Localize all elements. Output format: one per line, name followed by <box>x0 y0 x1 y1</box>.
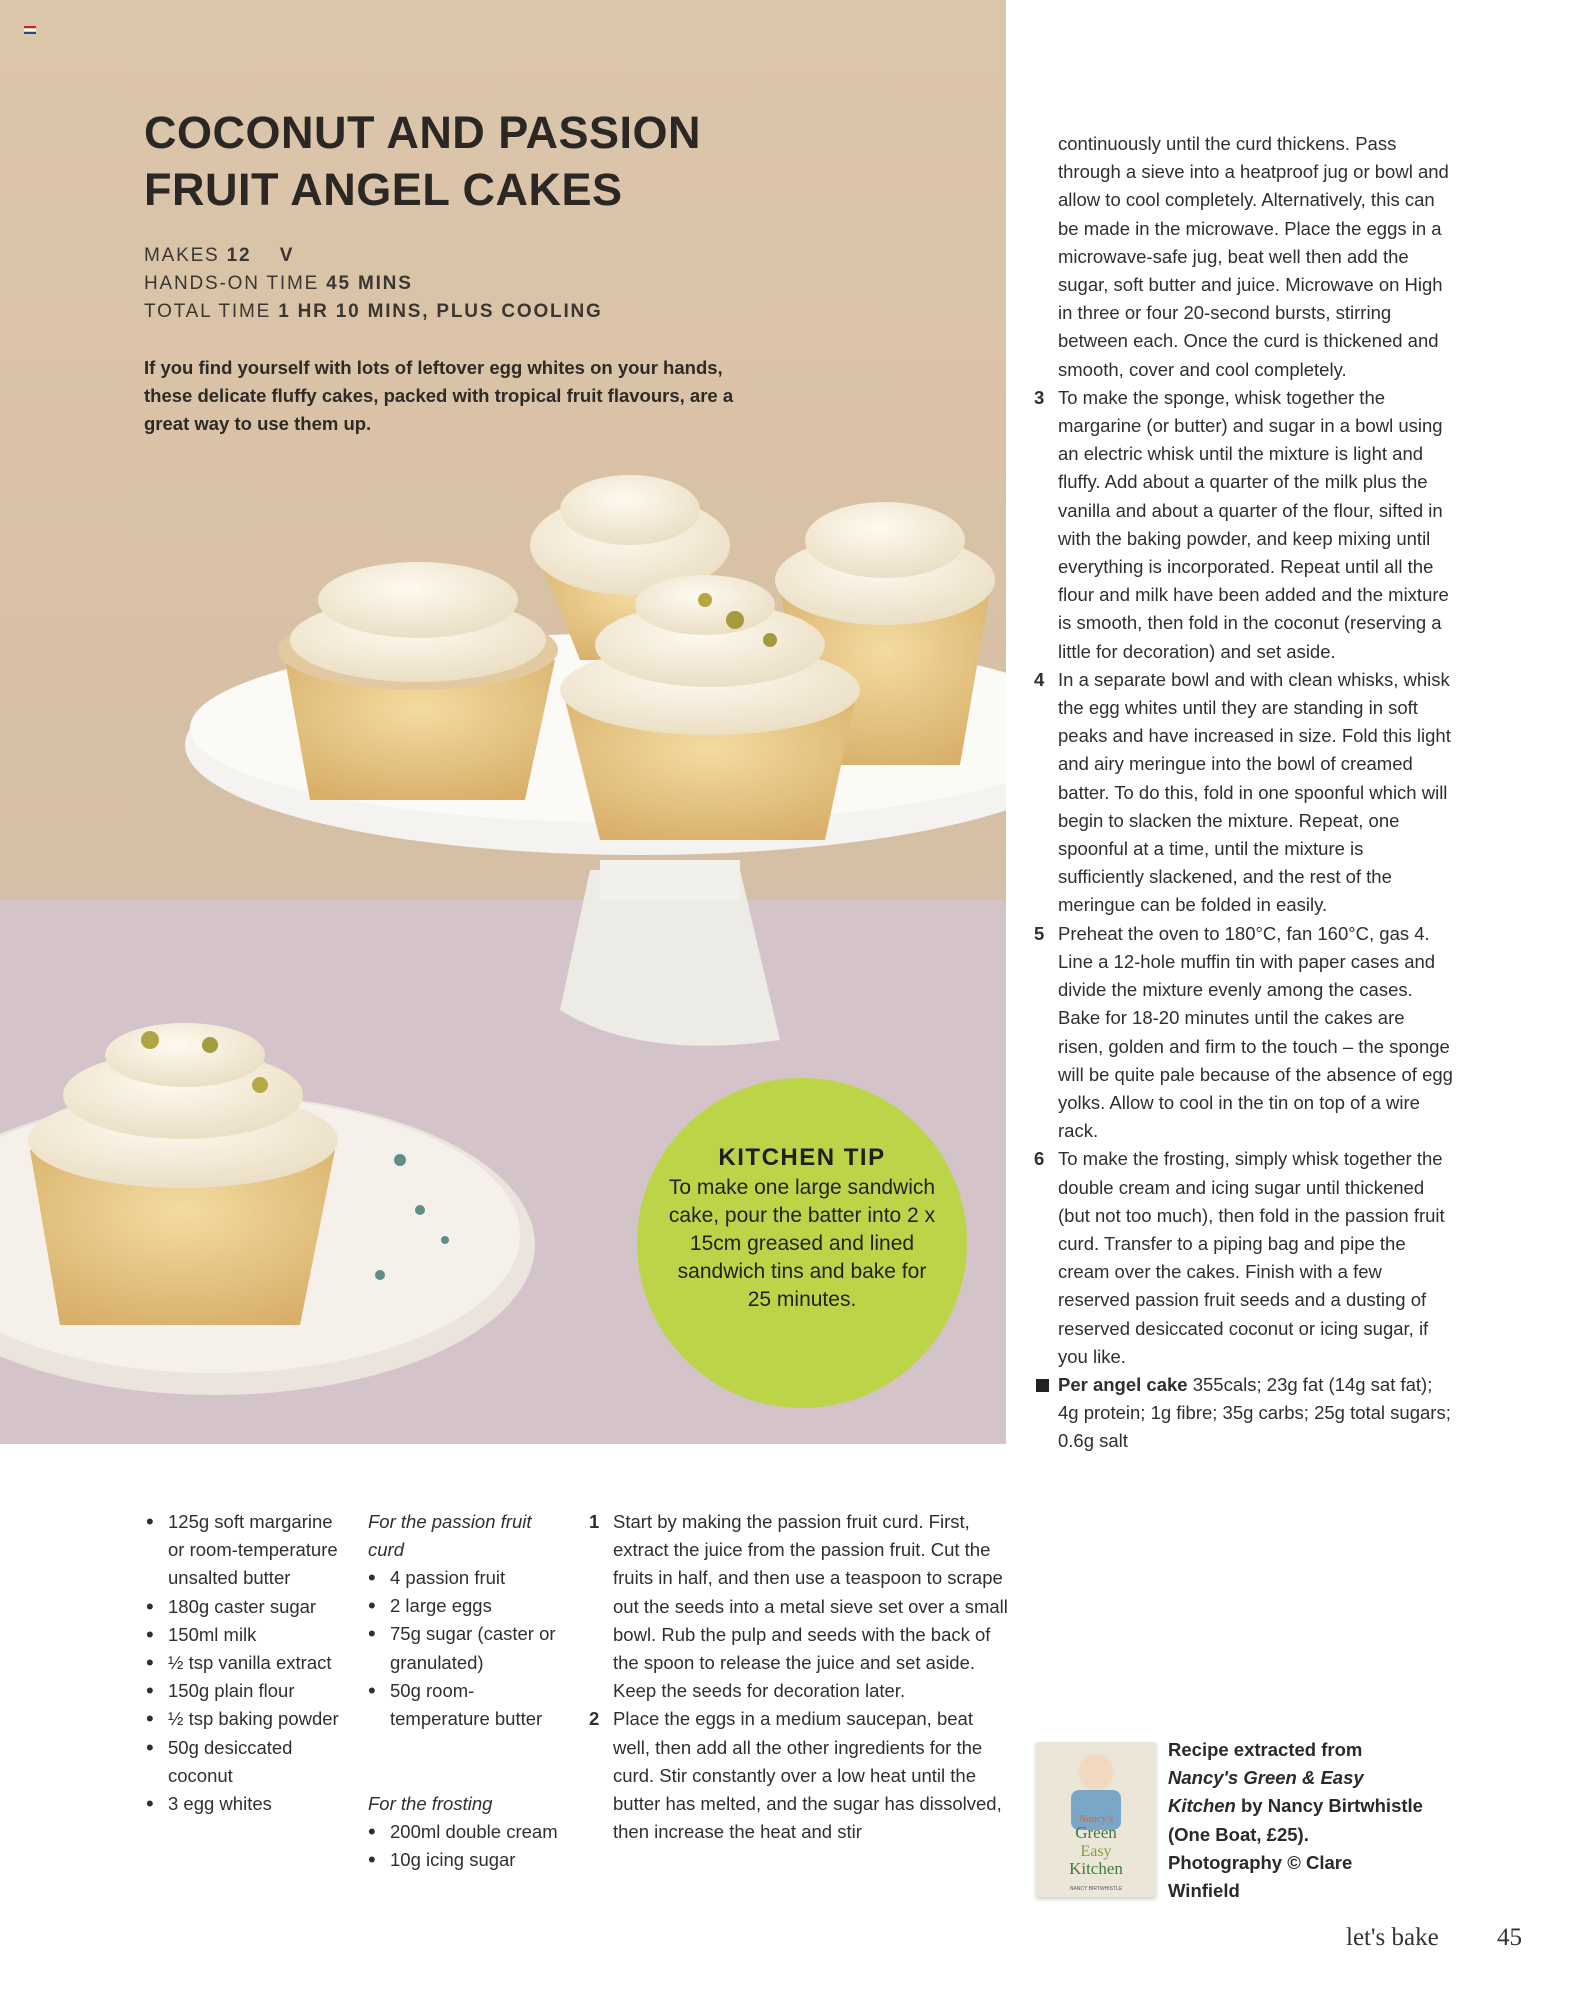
step-text: To make the sponge, whisk together the margarine (or butter) and sugar in a bowl using an electric whisk until the mixture is light and fluffy. Add about a quarter of the milk plus the vanilla and about a quarter of the flour, sifted in with the baking powder, and keep mixing until everything is incorporated. Repeat until all the flour and milk have been added and the mixture is smooth, then fold in the coconut (reserving a little for decoration) and set aside. <box>1058 386 1449 662</box>
ingredient-item: • ½ tsp vanilla extract <box>146 1649 346 1677</box>
method-steps-list <box>1034 384 1454 1371</box>
total-time-label: TOTAL TIME <box>144 301 272 322</box>
step-text: Start by making the passion fruit curd. First, extract the juice from the passion fruit. Cut the fruits in half, and then use a teaspoon to scrape out the seeds into a metal sieve set over a small bowl. Rub the pulp and seeds with the back of the spoon to release the juice and set aside. Keep the seeds for decoration later. <box>613 1511 1008 1702</box>
book-cover-line3: Easy <box>1080 1843 1112 1860</box>
step-text: To make the frosting, simply whisk together the double cream and icing sugar until thickened (but not too much), then fold in the passion fruit curd. Transfer to a piping bag and pipe the cream over the cakes. Finish with a few reserved passion fruit seeds and a dusting of reserved desiccated coconut or icing sugar, if you like. <box>1058 1148 1445 1367</box>
method-step-6 <box>1034 1145 1454 1371</box>
book-cover-line2: Green <box>1075 1823 1117 1842</box>
method-steps-part1 <box>589 1508 1009 1846</box>
curd-ingredients-list <box>368 1564 568 1733</box>
step-number: 4 <box>1034 668 1045 690</box>
ingredient-item: • 50g desiccated coconut <box>146 1734 346 1790</box>
curd-subheading: For the passion fruit curd <box>368 1511 532 1561</box>
title-line-2: FRUIT ANGEL CAKES <box>144 164 623 215</box>
method-steps-part2 <box>1034 130 1454 1456</box>
makes-value: 12 <box>226 245 252 266</box>
recipe-meta <box>144 242 603 326</box>
ingredient-item: • 125g soft margarine or room-temperature unsalted butter <box>146 1508 346 1593</box>
ingredient-item: • 150ml milk <box>146 1621 346 1649</box>
ingredient-item: • 75g sugar (caster or granulated) <box>368 1620 568 1676</box>
makes-label: MAKES <box>144 245 220 266</box>
hands-on-label: HANDS-ON TIME <box>144 273 320 294</box>
method-step-1 <box>589 1508 1009 1705</box>
footer-section-name: let's bake <box>1346 1924 1439 1951</box>
makes-row <box>144 242 603 270</box>
vegetarian-badge: V <box>279 245 295 266</box>
total-time-row <box>144 298 603 326</box>
ingredient-item: • 50g room-temperature butter <box>368 1677 568 1733</box>
frosting-subheading: For the frosting <box>368 1793 493 1814</box>
recipe-title <box>144 104 764 218</box>
book-cover-image <box>1036 1742 1156 1897</box>
page-number: 45 <box>1497 1924 1522 1951</box>
ingredient-item: • 4 passion fruit <box>368 1564 568 1592</box>
step-number: 1 <box>589 1511 600 1532</box>
nutrition-info <box>1034 1371 1454 1456</box>
nutrition-label: Per angel cake <box>1058 1373 1188 1395</box>
ingredient-item: • 2 large eggs <box>368 1592 568 1620</box>
credit-prefix: Recipe extracted from <box>1168 1739 1363 1760</box>
recipe-intro: If you find yourself with lots of leftover egg whites on your hands, these delicate fluffy cakes, packed with tropical fruit flavours, are a great way to use them up. <box>144 357 734 434</box>
ingredient-item: • 180g caster sugar <box>146 1593 346 1621</box>
hands-on-value: 45 MINS <box>326 273 413 294</box>
book-cover-line4: Kitchen <box>1069 1859 1123 1878</box>
recipe-credit <box>1168 1736 1428 1905</box>
cupcake-left <box>278 562 558 800</box>
ingredient-item: • 200ml double cream <box>368 1818 568 1846</box>
ingredient-item: • 10g icing sugar <box>368 1846 568 1874</box>
frosting-ingredients-list <box>368 1818 568 1874</box>
ingredient-item: • 3 egg whites <box>146 1790 346 1818</box>
title-line-1: COCONUT AND PASSION <box>144 107 702 158</box>
step-text: Preheat the oven to 180°C, fan 160°C, gas 4. Line a 12-hole muffin tin with paper cases and divide the mixture evenly among the cases. Bake for 18-20 minutes until the cakes are risen, golden and firm to the touch – the sponge will be quite pale because of the absence of egg yolks. Allow to cool in the tin on top of a wire rack. <box>1058 922 1453 1142</box>
method-step-3 <box>1034 384 1454 666</box>
step-text: In a separate bowl and with clean whisks, whisk the egg whites until they are standing in soft peaks and have increased in size. Fold this light and airy meringue into the bowl of creamed batter. To do this, fold in one spoonful which will begin to slacken the mixture. Repeat, one spoonful at a time, until the mixture is sufficiently slackened, and the rest of the meringue can be folded in easily. <box>1058 668 1451 916</box>
method-step-2 <box>589 1705 1009 1846</box>
step-number: 5 <box>1034 922 1045 944</box>
kitchen-tip-badge <box>637 1078 967 1408</box>
book-cover-line1: Nancy's <box>1078 1813 1114 1825</box>
ingredient-item: • 150g plain flour <box>146 1677 346 1705</box>
kitchen-tip-heading: KITCHEN TIP <box>718 1144 886 1171</box>
hands-on-row <box>144 270 603 298</box>
method-step-5 <box>1034 920 1454 1146</box>
nutrition-values: 355cals; 23g fat (14g sat fat); 4g protein; 1g fibre; 35g carbs; 25g total sugars; 0.6g salt <box>1058 1373 1451 1452</box>
language-flag-icon <box>24 26 36 34</box>
square-bullet-icon <box>1036 1379 1049 1392</box>
book-cover-illustration <box>1036 1742 1156 1897</box>
ingredients-main-list <box>146 1508 346 1818</box>
ingredient-item: • ½ tsp baking powder <box>146 1705 346 1733</box>
step-text: Place the eggs in a medium saucepan, beat well, then add all the other ingredients for the curd. Stir constantly over a low heat until the butter has melted, and the sugar has dissolved, then increase the heat and stir <box>613 1708 1002 1843</box>
kitchen-tip-body: To make one large sandwich cake, pour the batter into 2 x 15cm greased and lined sandwich tins and bake for 25 minutes. <box>668 1176 936 1311</box>
step-number: 6 <box>1034 1148 1045 1170</box>
credit-book-title: Nancy's Green & Easy Kitchen <box>1168 1767 1364 1817</box>
step-number: 2 <box>589 1708 600 1730</box>
method-step-4 <box>1034 666 1454 920</box>
step-2-continued: continuously until the curd thickens. Pass through a sieve into a heatproof jug or bowl and allow to cool completely. Alternatively, this can be made in the microwave. Place the eggs in a microwave-safe jug, beat well then add the sugar, soft butter and juice. Microwave on High in three or four 20-second bursts, stirring between each. Once the curd is thickened and smooth, cover and cool completely. <box>1058 133 1449 380</box>
total-time-value: 1 HR 10 MINS, PLUS COOLING <box>278 301 603 322</box>
step-number: 3 <box>1034 386 1045 408</box>
credit-rest: by Nancy Birtwhistle (One Boat, £25). Photography © Clare Winfield <box>1168 1795 1423 1902</box>
book-cover-author: NANCY BIRTWHISTLE <box>1069 1886 1123 1892</box>
